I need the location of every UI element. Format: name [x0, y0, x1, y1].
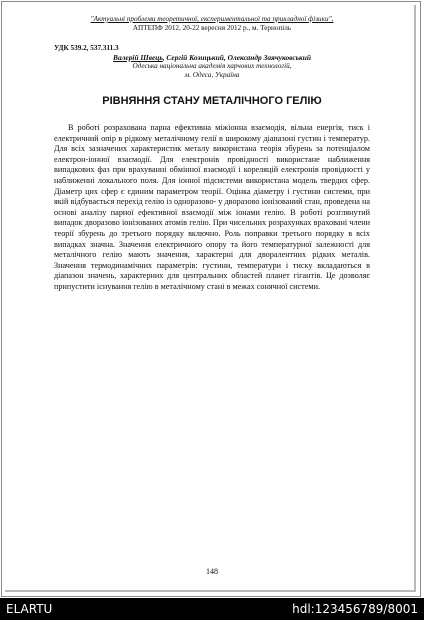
- affiliation-institution: Одеська національна академія харчових технологій,: [132, 62, 292, 70]
- document-content: [54, 15, 370, 293]
- affiliation-city: м. Одеса, Україна: [184, 71, 240, 79]
- conference-title: "Актуальні проблеми теоретичної, експериментальної та прикладної фізики",: [90, 15, 334, 23]
- co-authors: , Сергій Козицький, Олександр Заячуковський: [162, 53, 311, 62]
- repository-name: ELARTU: [6, 602, 53, 616]
- handle-identifier[interactable]: hdl:123456789/8001: [292, 602, 418, 616]
- abstract-body: [54, 123, 370, 293]
- abstract-paragraph: В роботі розрахована парна ефективна міжіонна взаємодія, вільна енергія, тиск і електричний опір в рідкому металічному гелії в широкому діапазоні густин і температур. Для всіх зазначених характеристик металу використана теорія збурень за потенціалом електрон-іонної взаємодії. Для електронів провідності використане наближення випадкових фаз при врахуванні обмінної взаємодії і кореляцій електронів провідності у наближенні локального поля. Для іонної підсистеми використана модель твердих сфер. Діаметр цих сфер є єдиним параметром теорії. Оцінка діаметру і густини системи, при якій відбувається перехід гелію із одноразово- у дворазово іонізований стан, проведена на основі аналізу парної ефективної взаємодії між іонами гелію. В роботі розглянутий випадок дворазово іонізованих атомів гелію. При чисельних розрахунках враховані члени теорії збурень до третього порядку включно. Роль поправки третього порядку в всіх випадках значна. Значення електричного опору та його температурної залежності для металічного гелію мають значення, характерні для дворалентних рідких металів. Значення термодинамічних параметрів: густини, температури і тиску вкладаються в діапазон значень, характерних для центральних областей планет гігантів. Це дозволяє припустити існування гелію в металічному стані в межах сонячної системи.: [54, 123, 370, 291]
- udc-code: УДК 539.2, 537.311.3: [54, 44, 119, 52]
- conference-event: АПТЕПФ 2012, 20-22 вересня 2012 р., м. Тернопіль: [132, 24, 292, 32]
- page-number: 148: [206, 567, 218, 576]
- authors-line: [54, 53, 370, 62]
- article-title: РІВНЯННЯ СТАНУ МЕТАЛІЧНОГО ГЕЛІЮ: [102, 95, 322, 107]
- first-author: Валерій Швець: [113, 53, 163, 62]
- repository-status-bar: [0, 598, 424, 620]
